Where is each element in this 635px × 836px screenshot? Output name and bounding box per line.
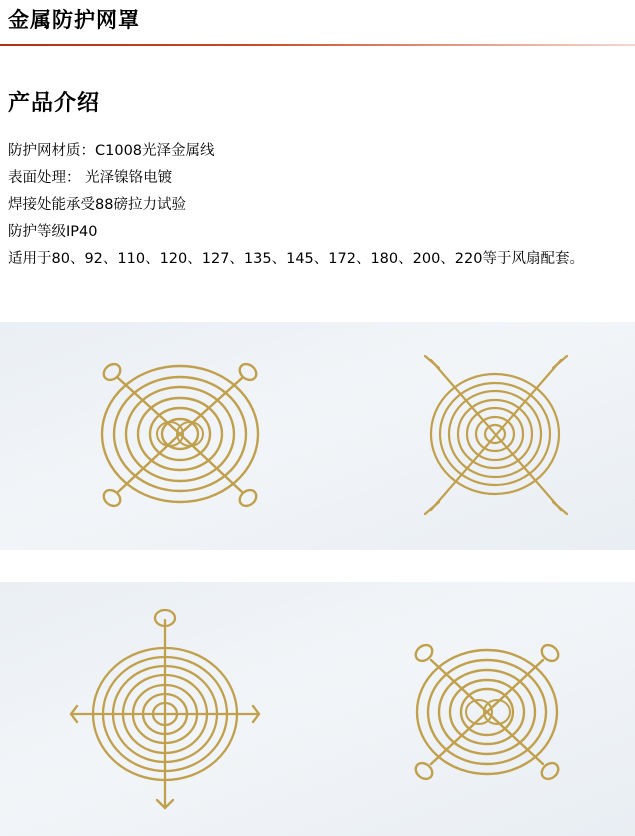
header-divider	[0, 44, 635, 46]
spec-line: 适用于80、92、110、120、127、135、145、172、180、200、220等于风扇配套。	[8, 251, 584, 267]
photo-panel-bottom	[0, 582, 635, 836]
fan-grill-round-with-clips	[375, 620, 600, 805]
spec-line: 防护等级IP40	[8, 224, 98, 240]
page-title: 金属防护网罩	[8, 8, 140, 32]
fan-grill-round-cross-frame	[395, 342, 595, 532]
section-heading: 产品介绍	[8, 91, 101, 116]
spec-line: 焊接处能承受88磅拉力试验	[8, 197, 186, 213]
fan-grill-round-with-clips	[60, 334, 300, 539]
photo-panel-top	[0, 322, 635, 550]
fan-grill-round-cross-frame	[55, 602, 275, 817]
spec-line: 表面处理： 光泽镍铬电镀	[8, 170, 173, 186]
page-header	[0, 0, 635, 46]
spec-list	[8, 138, 626, 273]
spec-line: 防护网材质：C1008光泽金属线	[8, 143, 215, 159]
